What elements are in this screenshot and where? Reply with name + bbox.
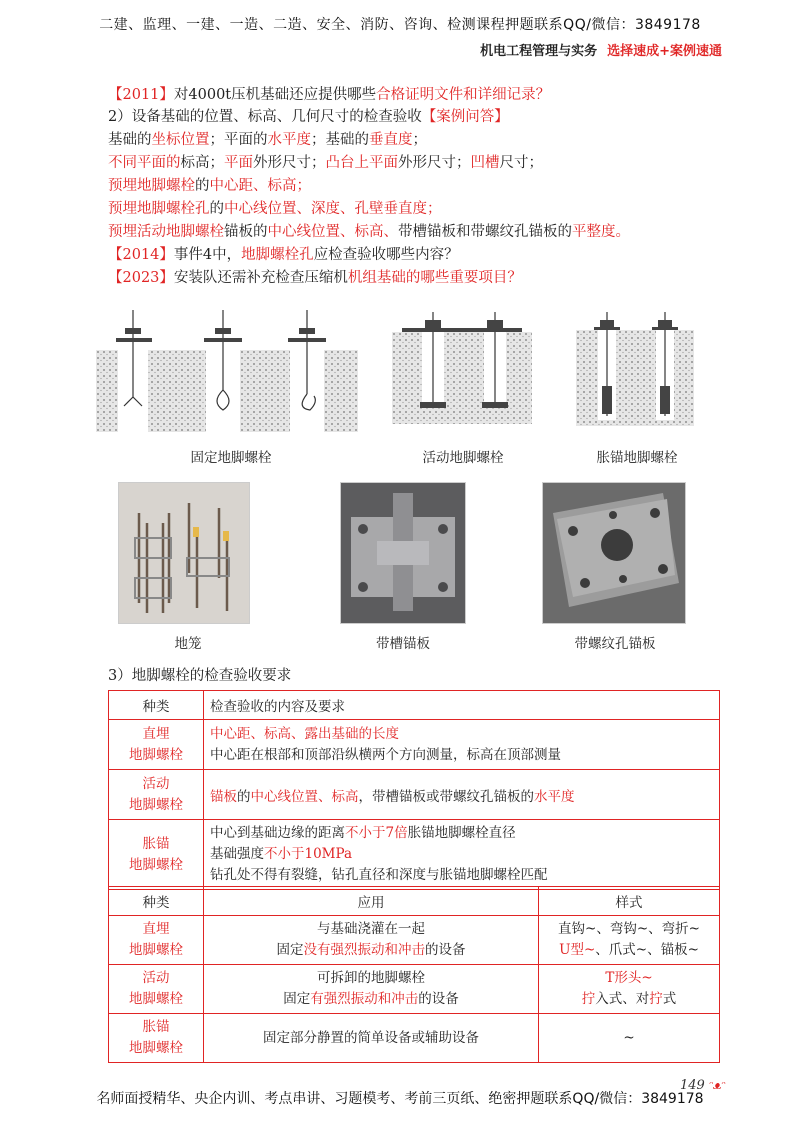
- line-2014: [108, 244, 459, 266]
- highlight: 拧: [649, 991, 663, 1007]
- type-label: 胀锚: [142, 1019, 170, 1035]
- application-table: [108, 886, 720, 1063]
- type-cell: [109, 1014, 204, 1063]
- text: ，带槽锚板或带螺纹孔锚板的: [358, 788, 534, 805]
- highlight: 不小于7倍: [345, 825, 408, 841]
- highlight: 预埋地脚螺栓孔: [108, 201, 210, 217]
- highlight: 垂直度: [369, 132, 413, 148]
- line-bolt-hole: [108, 198, 442, 220]
- line-2023: [108, 267, 522, 289]
- type-label: 地脚螺栓: [129, 942, 183, 958]
- type-cell: [109, 965, 204, 1014]
- style-cell: ~: [539, 1014, 720, 1063]
- text: ；平面的: [209, 132, 268, 148]
- type-label: 地脚螺栓: [129, 856, 183, 873]
- text: 中心距在根部和顶部沿纵横两个方向测量，标高在顶部测量: [210, 746, 561, 763]
- type-label: 地脚螺栓: [129, 796, 183, 813]
- header-type: 种类: [109, 691, 204, 720]
- text: 式: [662, 991, 677, 1007]
- header-use: 应用: [204, 887, 539, 916]
- caption-threaded: 带螺纹孔锚板: [574, 636, 656, 652]
- text: 固定: [283, 991, 311, 1007]
- series-title: 选择速成+案例速通: [607, 44, 722, 59]
- text: 胀锚地脚螺栓直径: [407, 825, 516, 841]
- text: 的设备: [425, 942, 466, 958]
- text: 固定: [276, 942, 304, 958]
- highlight: 预埋地脚螺栓: [108, 178, 195, 194]
- text: 2）设备基础的位置、标高、几何尺寸的检查验收: [108, 109, 422, 125]
- movable-anchor-bolt-diagram: [392, 308, 532, 424]
- book-title: 机电工程管理与实务: [480, 44, 598, 59]
- text: 基础强度: [210, 846, 264, 862]
- highlight: 坐标位置: [151, 132, 210, 148]
- tag: 【案例问答】: [421, 109, 509, 125]
- highlight: 水平度: [267, 132, 311, 148]
- text: 的设备: [418, 991, 459, 1007]
- highlight: 机组基础的哪些重要项目？: [347, 270, 522, 286]
- text: 对4000t压机基础还应提供哪些: [173, 87, 377, 103]
- cat-face-icon: ᵔᴥᵔ: [708, 1079, 726, 1092]
- text: 安装队还需补充检查压缩机: [173, 270, 348, 286]
- highlight: 中心距、标高、露出基础的长度: [210, 725, 399, 742]
- footer-promo: 名师面授精华、央企内训、考点串讲、习题模考、考前三页纸、绝密押题联系QQ/微信：3849178: [96, 1091, 704, 1107]
- year-tag: 【2023】: [108, 270, 174, 286]
- content-cell: [204, 770, 720, 820]
- highlight: 中心距、标高；: [209, 178, 311, 194]
- caption-slotted: 带槽锚板: [376, 636, 430, 652]
- highlight: 水平度: [534, 788, 575, 805]
- highlight: 不小于10MPa: [264, 846, 353, 862]
- table-row: [109, 770, 720, 820]
- type-label: 活动: [142, 970, 170, 986]
- type-cell: [109, 820, 204, 890]
- slotted-anchor-plate-photo: [340, 482, 466, 624]
- text: 入式、对: [595, 991, 650, 1007]
- text: 的: [195, 178, 210, 194]
- type-label: 胀锚: [142, 835, 170, 852]
- text: 外形尺寸；: [253, 155, 326, 171]
- highlight: T形头~: [605, 970, 653, 986]
- caption-movable: 活动地脚螺栓: [422, 450, 504, 466]
- year-tag: 【2011】: [108, 87, 174, 103]
- highlight: U型~: [559, 942, 596, 958]
- threaded-anchor-plate-photo: [542, 482, 686, 624]
- text: 的: [209, 201, 224, 217]
- highlight: 预埋活动地脚螺栓: [108, 224, 224, 240]
- type-label: 直埋: [142, 725, 170, 742]
- highlight: 平面: [224, 155, 253, 171]
- text: 中心到基础边缘的距离: [210, 825, 345, 841]
- table-header-row: [109, 887, 720, 916]
- text: 可拆卸的地脚螺栓: [317, 970, 425, 986]
- text: 直钩~、弯钩~、弯折~: [558, 921, 700, 937]
- text: 外形尺寸；: [398, 155, 471, 171]
- type-label: 地脚螺栓: [129, 1040, 183, 1056]
- type-cell: [109, 916, 204, 965]
- inspection-table: [108, 690, 720, 890]
- year-tag: 【2014】: [108, 247, 174, 263]
- table-header-row: [109, 691, 720, 720]
- highlight: 不同平面的: [108, 155, 181, 171]
- content-cell: [204, 820, 720, 890]
- table-row: [109, 965, 720, 1014]
- caption-fixed: 固定地脚螺栓: [190, 450, 272, 466]
- type-cell: [109, 720, 204, 770]
- highlight: 中心线位置、深度、孔壁垂直度；: [224, 201, 442, 217]
- line-bolt: [108, 175, 311, 197]
- subheader: [480, 40, 722, 59]
- highlight: 没有强烈振动和冲击: [303, 942, 425, 958]
- text: 事件4中，: [173, 247, 242, 263]
- text: 锚板的: [224, 224, 268, 240]
- text: 尺寸；: [499, 155, 543, 171]
- rebar-cage-photo: [118, 482, 250, 624]
- text: ；: [412, 132, 427, 148]
- highlight: 凹槽: [470, 155, 500, 171]
- style-cell: [539, 916, 720, 965]
- line-movable-bolt: [108, 221, 630, 243]
- line-plane: [108, 152, 543, 174]
- table-row: [109, 916, 720, 965]
- header-type: 种类: [109, 887, 204, 916]
- highlight: 平整度。: [572, 224, 630, 240]
- text: 带槽锚板和带螺纹孔锚板的: [398, 224, 572, 240]
- table-row: [109, 720, 720, 770]
- caption-expansion: 胀锚地脚螺栓: [596, 450, 678, 466]
- type-label: 地脚螺栓: [129, 746, 183, 763]
- header-style: 样式: [539, 887, 720, 916]
- style-cell: [539, 965, 720, 1014]
- text: 、爪式~、锚板~: [595, 942, 699, 958]
- caption-cage: 地笼: [174, 636, 202, 652]
- highlight: 拧: [581, 991, 596, 1007]
- header-promo: 二建、监理、一建、一造、二造、安全、消防、咨询、检测课程押题联系QQ/微信：3849178: [99, 17, 701, 33]
- type-cell: [109, 770, 204, 820]
- text: 钻孔处不得有裂缝，钻孔直径和深度与胀锚地脚螺栓匹配: [210, 867, 548, 883]
- use-cell: [204, 965, 539, 1014]
- highlight: 地脚螺栓孔: [241, 247, 314, 263]
- header-content: 检查验收的内容及要求: [204, 691, 720, 720]
- line-section2: [108, 106, 509, 128]
- line-2011: [108, 84, 550, 106]
- use-cell: 固定部分静置的简单设备或辅助设备: [204, 1014, 539, 1063]
- expansion-anchor-bolt-diagram: [576, 306, 694, 426]
- highlight: 合格证明文件和详细记录？: [376, 87, 551, 103]
- table-row: [109, 820, 720, 890]
- type-label: 活动: [142, 775, 170, 792]
- type-label: 直埋: [142, 921, 170, 937]
- text: ；基础的: [311, 132, 369, 148]
- page-number-text: 149: [680, 1078, 705, 1093]
- type-label: 地脚螺栓: [129, 991, 183, 1007]
- highlight: 有强烈振动和冲击: [310, 991, 419, 1007]
- text: 与基础浇灌在一起: [317, 921, 425, 937]
- fixed-anchor-bolt-diagram: [96, 302, 358, 432]
- text: 基础的: [108, 132, 152, 148]
- highlight: 锚板: [210, 788, 237, 805]
- text: 的: [237, 788, 251, 805]
- content-cell: [204, 720, 720, 770]
- use-cell: [204, 916, 539, 965]
- text: 标高；: [180, 155, 224, 171]
- highlight: 凸台上平面: [325, 155, 398, 171]
- line-basis: [108, 129, 427, 151]
- table-row: [109, 1014, 720, 1063]
- section3-title: 3）地脚螺栓的检查验收要求: [108, 668, 292, 684]
- text: 应检查验收哪些内容？: [313, 247, 459, 263]
- highlight: 中心线位置、标高: [250, 788, 359, 805]
- highlight: 中心线位置、标高、: [267, 224, 398, 240]
